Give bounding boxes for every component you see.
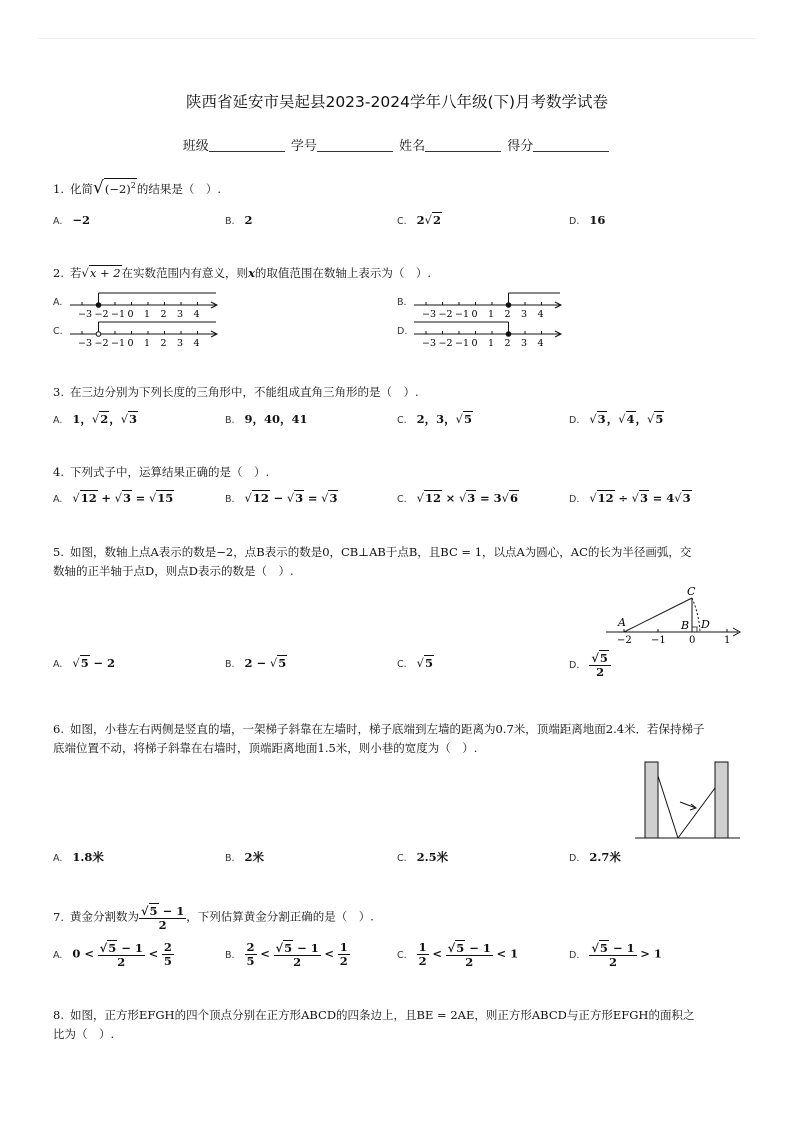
id-label: 学号 (290, 139, 317, 154)
q3-option-c[interactable]: C. 2，3，√5 (397, 412, 473, 426)
q2-option-a[interactable]: A. (53, 297, 63, 308)
q1-option-b[interactable]: B. 2 (225, 213, 253, 227)
number-line-tick-label: 2 (160, 309, 167, 318)
q5-option-b[interactable]: B. 2 − √5 (225, 656, 287, 670)
number-line-tick-label: −3 (78, 309, 93, 318)
q7-option-c[interactable]: C. $\frac{1}{2}$ < $\frac{√5 - 1}{2}$ < 1 (397, 940, 519, 969)
number-line-tick-label: 3 (521, 338, 528, 347)
q2-number-line-b (412, 288, 572, 318)
q1-option-c[interactable]: C. 2√2 (397, 213, 442, 227)
q6-option-d[interactable]: D. 2.7米 (569, 850, 621, 864)
question-8: 8. 如图，正方形EFGH的四个顶点分别在正方形ABCD的四条边上，且BE = 2AE，则正方形ABCD与正方形EFGH的面积之 (53, 1008, 695, 1022)
number-line-tick-label: 3 (521, 309, 528, 318)
q7-option-a[interactable]: A. 0 < $\frac{√5 - 1}{2}$ < $\frac{2}{5}$ (53, 940, 172, 969)
q6-option-c[interactable]: C. 2.5米 (397, 850, 449, 864)
q5-label-c: C (687, 585, 696, 598)
number-line-tick-label: 0 (127, 309, 134, 318)
question-5-line-2: 数轴的正半轴于点D，则点D表示的数是（ ）. (53, 564, 294, 578)
number-line-tick-label: −2 (94, 309, 109, 318)
student-info-row (0, 135, 794, 154)
number-line-tick-label: 3 (177, 338, 184, 347)
q7-option-b[interactable]: B. $\frac{2}{5}$ < $\frac{√5 - 1}{2}$ < $\frac{1}{2}$ (225, 940, 348, 969)
q4-option-b[interactable]: B. √12 − √3 = √3 (225, 491, 338, 505)
name-label: 姓名 (399, 139, 426, 154)
q3-option-b[interactable]: B. 9，40，41 (225, 412, 308, 426)
id-blank[interactable] (317, 139, 393, 152)
q5-figure (600, 582, 745, 648)
question-4: 4. 下列式子中，运算结果正确的是（ ）. (53, 465, 270, 479)
q3-option-a[interactable]: A. 1，√2，√3 (53, 412, 138, 426)
number-line-tick-label: −1 (111, 309, 126, 318)
number-line-tick-label: 0 (471, 338, 478, 347)
q5-option-c[interactable]: C. √5 (397, 656, 433, 670)
q2-number-line-d (412, 317, 572, 347)
q4-option-c[interactable]: C. √12 × √3 = 3√6 (397, 491, 518, 505)
q2-number-line-a (68, 288, 228, 318)
number-line-tick-label: 1 (488, 338, 495, 347)
number-line-endpoint (506, 332, 511, 337)
q5-label-b: B (681, 619, 690, 632)
name-blank[interactable] (425, 139, 501, 152)
page-title: 陕西省延安市吴起县2023-2024学年八年级(下)月考数学试卷 (185, 93, 609, 111)
number-line-tick-label: −3 (422, 309, 437, 318)
q3-option-d[interactable]: D. √3，√4，√5 (569, 412, 664, 426)
q5-tick-label: 1 (724, 635, 731, 646)
number-line-tick-label: 0 (471, 309, 478, 318)
q5-label-a: A (618, 616, 626, 629)
number-line-tick-label: −2 (438, 338, 453, 347)
question-3: 3. 在三边分别为下列长度的三角形中，不能组成直角三角形的是（ ）. (53, 385, 419, 399)
number-line-tick-label: 1 (144, 338, 151, 347)
number-line-tick-label: −3 (422, 338, 437, 347)
score-label: 得分 (507, 139, 534, 154)
number-line-tick-label: 2 (504, 338, 511, 347)
q2-option-d[interactable]: D. (397, 326, 408, 337)
q6-ladder-figure (635, 758, 745, 843)
score-blank[interactable] (533, 139, 609, 152)
number-line-tick-label: 1 (488, 309, 495, 318)
q5-option-d[interactable]: D. $\frac{√5}{2}$ (569, 650, 611, 679)
number-line-tick-label: 4 (537, 309, 544, 318)
number-line-tick-label: 4 (193, 338, 200, 347)
question-8-line-2: 比为（ ）. (53, 1027, 115, 1041)
number-line-tick-label: 2 (504, 309, 511, 318)
number-line-tick-label: 4 (193, 309, 200, 318)
top-rule (38, 38, 756, 39)
question-6-line-2: 底端位置不动，将梯子斜靠在右墙时，顶端距离地面1.5米，则小巷的宽度为（ ）. (53, 741, 478, 755)
q7-option-d[interactable]: D. $\frac{√5 - 1}{2}$ > 1 (569, 941, 662, 969)
q5-option-a[interactable]: A. √5 − 2 (53, 656, 116, 670)
q2-option-c[interactable]: C. (53, 326, 63, 337)
q5-label-d: D (701, 618, 710, 631)
number-line-tick-label: 2 (160, 338, 167, 347)
number-line-endpoint (506, 303, 511, 308)
question-1: 1. 化简$√(-2)^2$的结果是（ ）. (53, 177, 222, 198)
number-line-tick-label: −1 (455, 309, 470, 318)
q5-tick-label: 0 (689, 635, 696, 646)
q1-option-a[interactable]: A. −2 (53, 213, 90, 227)
number-line-tick-label: −2 (438, 309, 453, 318)
q4-option-d[interactable]: D. √12 ÷ √3 = 4√3 (569, 491, 691, 505)
number-line-tick-label: −1 (111, 338, 126, 347)
q6-option-a[interactable]: A. 1.8米 (53, 850, 104, 864)
question-6: 6. 如图，小巷左右两侧是竖直的墙，一架梯子斜靠在左墙时，梯子底端到左墙的距离为0.7米，顶端距离地面2.4米．若保持梯子 (53, 722, 705, 736)
q5-tick-label: −2 (617, 635, 632, 646)
number-line-endpoint (96, 303, 101, 308)
number-line-tick-label: 3 (177, 309, 184, 318)
q6-option-b[interactable]: B. 2米 (225, 850, 265, 864)
number-line-tick-label: −2 (94, 338, 109, 347)
q2-number-line-c (68, 317, 228, 347)
q4-option-a[interactable]: A. √12 + √3 = √15 (53, 491, 174, 505)
number-line-tick-label: −1 (455, 338, 470, 347)
question-2: 2. 若√x + 2在实数范围内有意义，则x的取值范围在数轴上表示为（ ）. (53, 266, 432, 280)
number-line-endpoint (96, 332, 101, 337)
q2-option-b[interactable]: B. (397, 297, 407, 308)
number-line-tick-label: −3 (78, 338, 93, 347)
question-7: 7. 黄金分割数为 $\frac{√5 - 1}{2}$ ，下列估算黄金分割正确的是（ ）. (53, 904, 374, 932)
number-line-tick-label: 4 (537, 338, 544, 347)
q5-tick-label: −1 (651, 635, 666, 646)
question-5: 5. 如图，数轴上点A表示的数是−2，点B表示的数是0，CB⊥AB于点B，且BC = 1，以点A为圆心，AC的长为半径画弧，交 (53, 545, 692, 559)
number-line-tick-label: 1 (144, 309, 151, 318)
class-label: 班级 (182, 139, 209, 154)
class-blank[interactable] (209, 139, 285, 152)
number-line-tick-label: 0 (127, 338, 134, 347)
q1-option-d[interactable]: D. 16 (569, 213, 606, 227)
